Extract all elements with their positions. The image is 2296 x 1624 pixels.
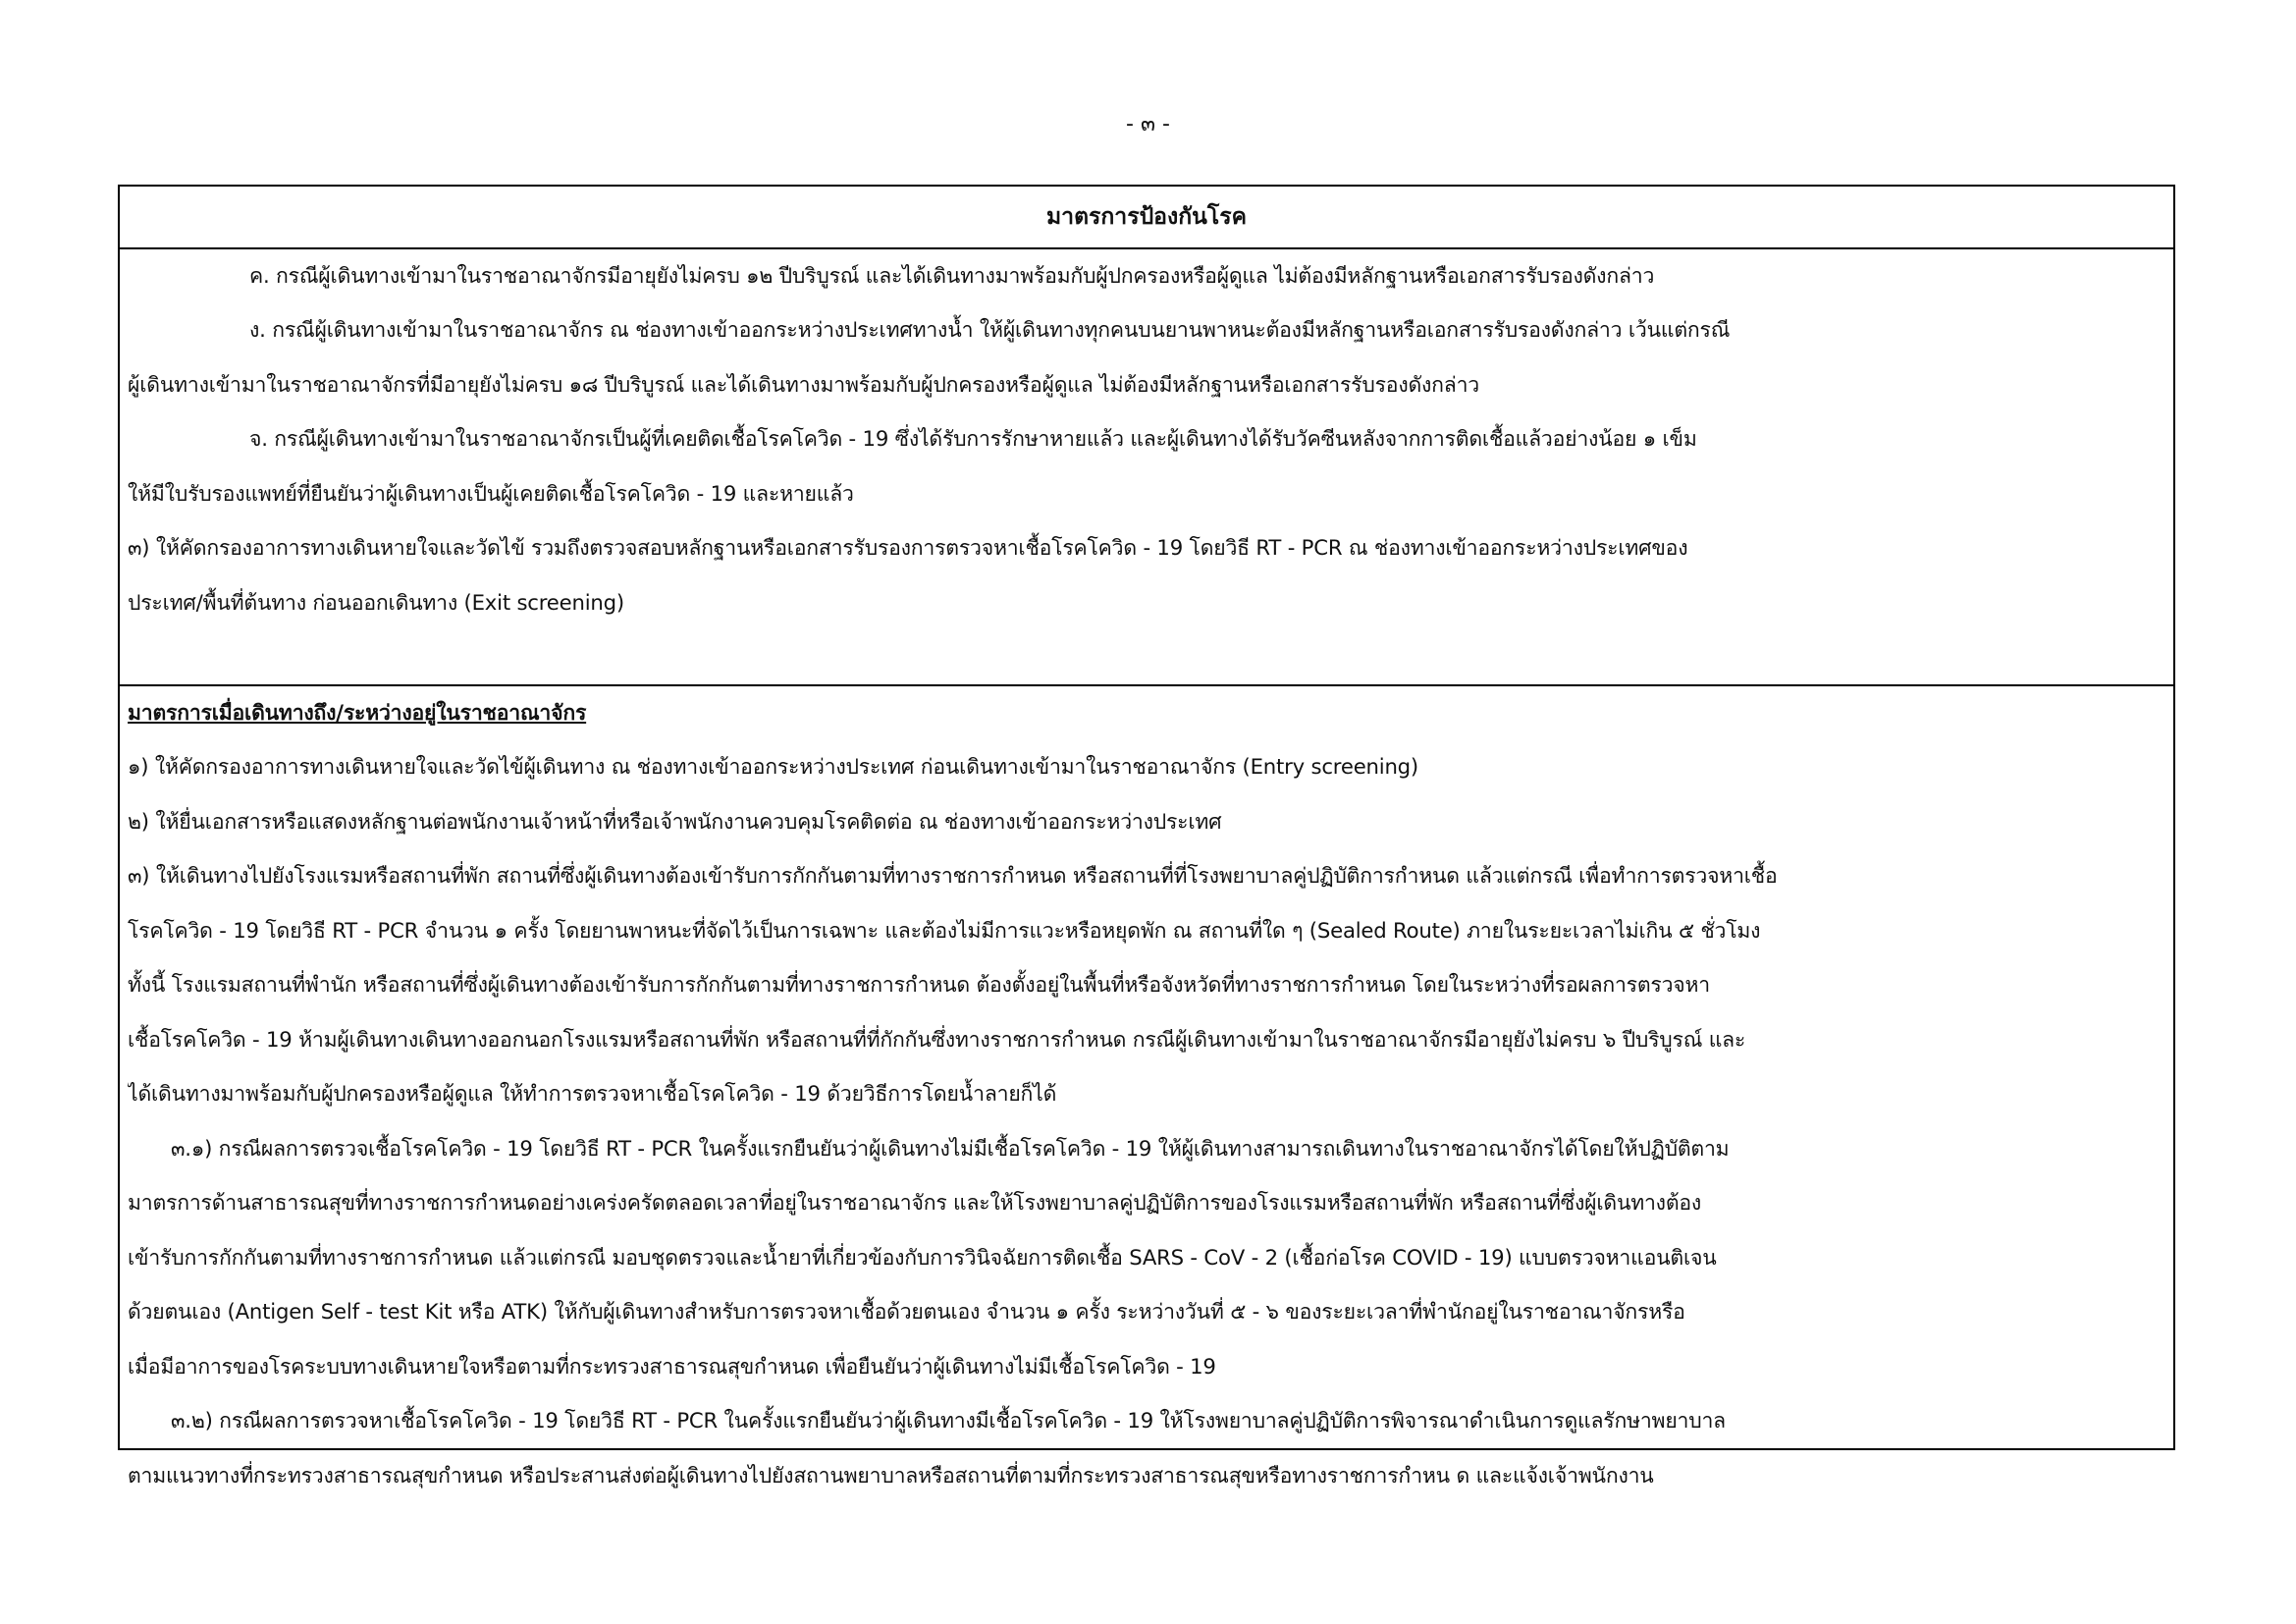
paragraph-line: ง. กรณีผู้เดินทางเข้ามาในราชอาณาจักร ณ ช่องทางเข้าออกระหว่างประเทศทางน้ำ ให้ผู้เดินทางทุกคนบนยานพาหนะต้องมีหลักฐานหรือเอกสารรับรองดังกล่าว เว้นแต่กรณี [249,317,1731,342]
section-arrival-measures [120,686,2173,1488]
paragraph-line: ให้มีใบรับรองแพทย์ที่ยืนยันว่าผู้เดินทางเป็นผู้เคยติดเชื้อโรคโควิด - 19 และหายแล้ว [128,480,854,506]
paragraph-line: ๑) ให้คัดกรองอาการทางเดินหายใจและวัดไข้ผู้เดินทาง ณ ช่องทางเข้าออกระหว่างประเทศ ก่อนเดินทางเข้ามาในราชอาณาจักร (Entry screening) [128,754,1418,779]
section-header-disease-prevention: มาตรการป้องกันโรค [120,187,2173,249]
paragraph-line: เข้ารับการกักกันตามที่ทางราชการกำหนด แล้วแต่กรณี มอบชุดตรวจและน้ำยาที่เกี่ยวข้องกับการวินิจฉัยการติดเชื้อ SARS - CoV - 2 (เชื้อก่อโรค COVID - 19) แบบตรวจหาแอนติเจน [128,1244,1717,1270]
section-heading-arrival: มาตรการเมื่อเดินทางถึง/ระหว่างอยู่ในราชอาณาจักร [128,700,587,725]
paragraph-line: โรคโควิด - 19 โดยวิธี RT - PCR จำนวน ๑ ครั้ง โดยยานพาหนะที่จัดไว้เป็นการเฉพาะ และต้องไม่มีการแวะหรือหยุดพัก ณ สถานที่ใด ๆ (Sealed Route) ภายในระยะเวลาไม่เกิน ๕ ชั่วโมง [128,917,1761,943]
paragraph-line: มาตรการด้านสาธารณสุขที่ทางราชการกำหนดอย่างเคร่งครัดตลอดเวลาที่อยู่ในราชอาณาจักร และให้โรงพยาบาลคู่ปฏิบัติการของโรงแรมหรือสถานที่พัก หรือสถานที่ซึ่งผู้เดินทางต้อง [128,1190,1702,1215]
paragraph-line: ๓.๒) กรณีผลการตรวจหาเชื้อโรคโควิด - 19 โดยวิธี RT - PCR ในครั้งแรกยืนยันว่าผู้เดินทางมีเชื้อโรคโควิด - 19 ให้โรงพยาบาลคู่ปฏิบัติการพิจารณาดำเนินการดูแลรักษาพยาบาล [171,1408,1726,1433]
paragraph-line: จ. กรณีผู้เดินทางเข้ามาในราชอาณาจักรเป็นผู้ที่เคยติดเชื้อโรคโควิด - 19 ซึ่งได้รับการรักษาหายแล้ว และผู้เดินทางได้รับวัคซีนหลังจากการติดเชื้อแล้วอย่างน้อย ๑ เข็ม [249,426,1697,451]
page-number: - ๓ - [1126,112,1170,136]
paragraph-line: ประเทศ/พื้นที่ต้นทาง ก่อนออกเดินทาง (Exit screening) [128,589,624,615]
paragraph-line: ตามแนวทางที่กระทรวงสาธารณสุขกำหนด หรือประสานส่งต่อผู้เดินทางไปยังสถานพยาบาลหรือสถานที่ตามที่กระทรวงสาธารณสุขหรือทางราชการกำหน ด และแจ้งเจ้าพนักงาน [128,1462,1654,1488]
paragraph-line: ด้วยตนเอง (Antigen Self - test Kit หรือ ATK) ให้กับผู้เดินทางสำหรับการตรวจหาเชื้อด้วยตนเอง จำนวน ๑ ครั้ง ระหว่างวันที่ ๕ - ๖ ของระยะเวลาที่พำนักอยู่ในราชอาณาจักรหรือ [128,1299,1685,1324]
paragraph-line: ๓.๑) กรณีผลการตรวจเชื้อโรคโควิด - 19 โดยวิธี RT - PCR ในครั้งแรกยืนยันว่าผู้เดินทางไม่มีเชื้อโรคโควิด - 19 ให้ผู้เดินทางสามารถเดินทางในราชอาณาจักรได้โดยให้ปฏิบัติตาม [171,1135,1730,1161]
paragraph-line: ๒) ให้ยื่นเอกสารหรือแสดงหลักฐานต่อพนักงานเจ้าหน้าที่หรือเจ้าพนักงานควบคุมโรคติดต่อ ณ ช่องทางเข้าออกระหว่างประเทศ [128,808,1222,834]
paragraph-line: ค. กรณีผู้เดินทางเข้ามาในราชอาณาจักรมีอายุยังไม่ครบ ๑๒ ปีบริบูรณ์ และได้เดินทางมาพร้อมกับผู้ปกครองหรือผู้ดูแล ไม่ต้องมีหลักฐานหรือเอกสารรับรองดังกล่าว [249,263,1655,288]
measures-table [118,185,2175,1488]
section-disease-prevention [120,249,2173,686]
paragraph-line: ผู้เดินทางเข้ามาในราชอาณาจักรที่มีอายุยังไม่ครบ ๑๘ ปีบริบูรณ์ และได้เดินทางมาพร้อมกับผู้ปกครองหรือผู้ดูแล ไม่ต้องมีหลักฐานหรือเอกสารรับรองดังกล่าว [128,371,1479,397]
paragraph-line: ๓) ให้คัดกรองอาการทางเดินหายใจและวัดไข้ รวมถึงตรวจสอบหลักฐานหรือเอกสารรับรองการตรวจหาเชื้อโรคโควิด - 19 โดยวิธี RT - PCR ณ ช่องทางเข้าออกระหว่างประเทศของ [128,535,1688,560]
paragraph-line: ได้เดินทางมาพร้อมกับผู้ปกครองหรือผู้ดูแล ให้ทำการตรวจหาเชื้อโรคโควิด - 19 ด้วยวิธีการโดยน้ำลายก็ได้ [128,1081,1057,1106]
paragraph-line: ทั้งนี้ โรงแรมสถานที่พำนัก หรือสถานที่ซึ่งผู้เดินทางต้องเข้ารับการกักกันตามที่ทางราชการกำหนด ต้องตั้งอยู่ในพื้นที่หรือจังหวัดที่ทางราชการกำหนด โดยในระหว่างที่รอผลการตรวจหา [128,972,1710,997]
paragraph-line: เมื่อมีอาการของโรคระบบทางเดินหายใจหรือตามที่กระทรวงสาธารณสุขกำหนด เพื่อยืนยันว่าผู้เดินทางไม่มีเชื้อโรคโควิด - 19 [128,1353,1216,1379]
paragraph-line: ๓) ให้เดินทางไปยังโรงแรมหรือสถานที่พัก สถานที่ซึ่งผู้เดินทางต้องเข้ารับการกักกันตามที่ทางราชการกำหนด หรือสถานที่ที่โรงพยาบาลคู่ปฏิบัติการกำหนด แล้วแต่กรณี เพื่อทำการตรวจหาเชื้อ [128,863,1778,888]
paragraph-line: เชื้อโรคโควิด - 19 ห้ามผู้เดินทางเดินทางออกนอกโรงแรมหรือสถานที่พัก หรือสถานที่ที่กักกันซึ่งทางราชการกำหนด กรณีผู้เดินทางเข้ามาในราชอาณาจักรมีอายุยังไม่ครบ ๖ ปีบริบูรณ์ และ [128,1026,1746,1052]
